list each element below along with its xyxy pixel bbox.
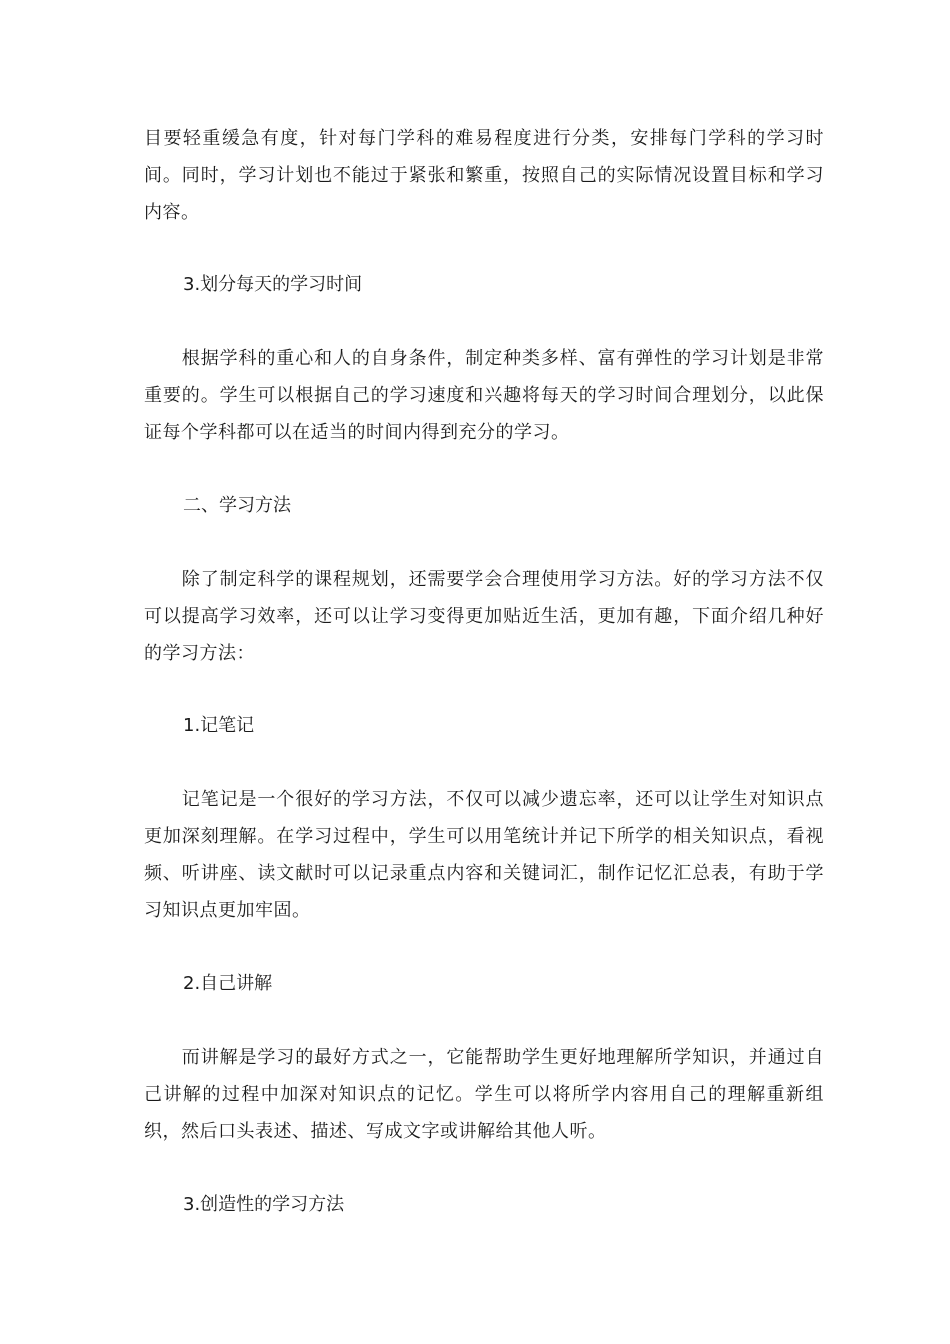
paragraph-study-plan-balance: 目要轻重缓急有度，针对每门学科的难易程度进行分类，安排每门学科的学习时间。同时，学习计划也不能过于紧张和繁重，按照自己的实际情况设置目标和学习内容。 bbox=[144, 128, 824, 223]
heading-divide-daily-time: 3.划分每天的学习时间 bbox=[183, 274, 363, 295]
paragraph-self-explain: 而讲解是学习的最好方式之一，它能帮助学生更好地理解所学知识，并通过自己讲解的过程中加深对知识点的记忆。学生可以将所学内容用自己的理解重新组织，然后口头表述、描述、写成文字或讲解给其他人听。 bbox=[144, 1047, 824, 1142]
paragraph-study-methods-intro: 除了制定科学的课程规划，还需要学会合理使用学习方法。好的学习方法不仅可以提高学习效率，还可以让学习变得更加贴近生活，更加有趣，下面介绍几种好的学习方法： bbox=[144, 569, 824, 664]
heading-self-explain: 2.自己讲解 bbox=[183, 973, 273, 994]
heading-take-notes: 1.记笔记 bbox=[183, 715, 255, 736]
section-title-study-methods: 二、学习方法 bbox=[183, 495, 291, 516]
paragraph-daily-time: 根据学科的重心和人的自身条件，制定种类多样、富有弹性的学习计划是非常重要的。学生可以根据自己的学习速度和兴趣将每天的学习时间合理划分，以此保证每个学科都可以在适当的时间内得到充分的学习。 bbox=[144, 348, 824, 443]
paragraph-take-notes: 记笔记是一个很好的学习方法，不仅可以减少遗忘率，还可以让学生对知识点更加深刻理解。在学习过程中，学生可以用笔统计并记下所学的相关知识点，看视频、听讲座、读文献时可以记录重点内容和关键词汇，制作记忆汇总表，有助于学习知识点更加牢固。 bbox=[144, 789, 824, 921]
heading-creative-methods: 3.创造性的学习方法 bbox=[183, 1194, 345, 1215]
